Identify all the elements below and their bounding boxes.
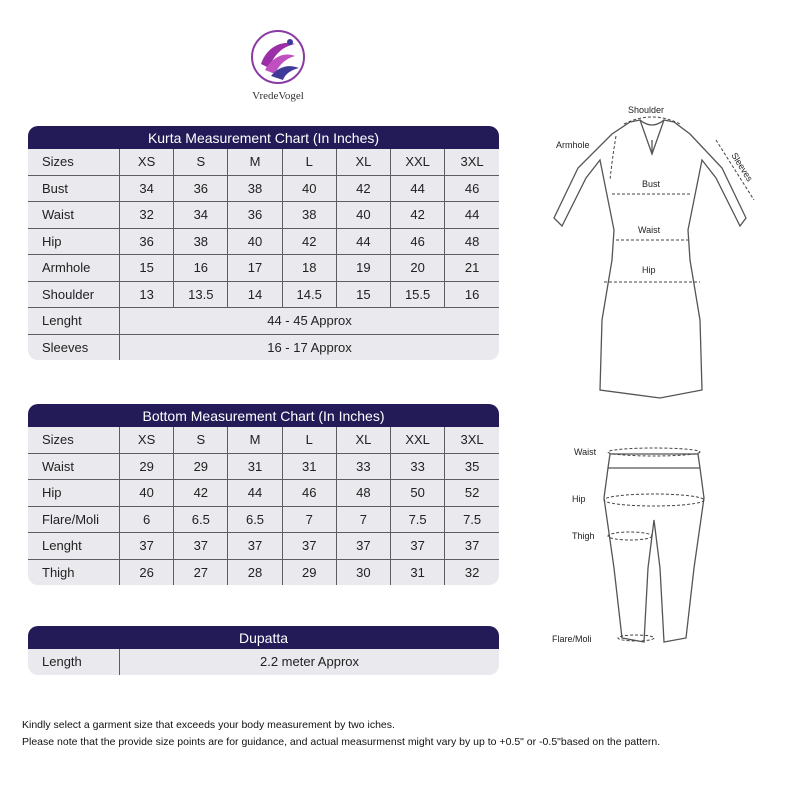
table-cell: 38 [282, 202, 336, 229]
bottom-table [28, 427, 499, 585]
table-row [28, 202, 499, 229]
table-cell: L [282, 427, 336, 453]
table-cell: 21 [445, 255, 499, 282]
bird-logo-icon [249, 28, 307, 86]
table-cell: 40 [282, 175, 336, 202]
table-cell: 37 [445, 533, 499, 560]
table-cell: 29 [174, 453, 228, 480]
table-cell: 37 [174, 533, 228, 560]
table-cell: 29 [120, 453, 174, 480]
table-cell: 37 [282, 533, 336, 560]
table-cell: 36 [120, 228, 174, 255]
dupatta-table [28, 649, 499, 675]
table-cell: 44 [228, 480, 282, 507]
table-cell: 7.5 [391, 506, 445, 533]
kurta-table [28, 149, 499, 360]
table-cell: 13.5 [174, 281, 228, 308]
table-cell: 35 [445, 453, 499, 480]
table-cell: 32 [120, 202, 174, 229]
table-cell: 18 [282, 255, 336, 282]
table-cell: 7.5 [445, 506, 499, 533]
table-cell: XL [336, 427, 390, 453]
span-cell: 2.2 meter Approx [120, 649, 500, 675]
table-cell: 37 [336, 533, 390, 560]
table-cell: 15 [120, 255, 174, 282]
bottom-chart-title: Bottom Measurement Chart (In Inches) [28, 404, 499, 427]
waist-label: Waist [638, 225, 661, 235]
table-cell: 3XL [445, 149, 499, 175]
row-label: Sizes [28, 427, 120, 453]
table-cell: 34 [120, 175, 174, 202]
table-row [28, 228, 499, 255]
table-cell: 42 [282, 228, 336, 255]
table-cell: 6 [120, 506, 174, 533]
note-line-1: Kindly select a garment size that exceeds your body measurement by two iches. [22, 719, 395, 731]
table-cell: 37 [391, 533, 445, 560]
row-label: Lenght [28, 308, 120, 335]
table-cell: 46 [391, 228, 445, 255]
table-cell: 46 [282, 480, 336, 507]
table-cell: 36 [228, 202, 282, 229]
table-row [28, 480, 499, 507]
table-cell: 28 [228, 559, 282, 585]
table-row [28, 175, 499, 202]
row-label: Armhole [28, 255, 120, 282]
bottom-flare-label: Flare/Moli [552, 634, 592, 644]
table-cell: 16 [445, 281, 499, 308]
table-cell: 42 [336, 175, 390, 202]
bottom-thigh-label: Thigh [572, 531, 595, 541]
kurta-chart [28, 126, 499, 360]
table-cell: 33 [336, 453, 390, 480]
bottom-hip-label: Hip [572, 494, 586, 504]
dupatta-chart [28, 626, 499, 675]
table-row [28, 453, 499, 480]
kurta-diagram [540, 100, 780, 410]
bottom-diagram [540, 438, 770, 658]
table-cell: 7 [282, 506, 336, 533]
table-cell: 26 [120, 559, 174, 585]
table-row [28, 427, 499, 453]
table-cell: 42 [391, 202, 445, 229]
size-notes [22, 717, 660, 751]
row-label: Waist [28, 453, 120, 480]
sleeves-label: Sleeves [729, 150, 755, 184]
table-row [28, 334, 499, 360]
row-label: Shoulder [28, 281, 120, 308]
table-cell: 34 [174, 202, 228, 229]
bottom-chart [28, 404, 499, 585]
table-cell: 6.5 [228, 506, 282, 533]
bust-label: Bust [642, 179, 661, 189]
table-cell: 17 [228, 255, 282, 282]
table-cell: XXL [391, 427, 445, 453]
table-cell: 33 [391, 453, 445, 480]
brand-name: VredeVogel [252, 90, 304, 102]
row-label: Hip [28, 480, 120, 507]
table-cell: 20 [391, 255, 445, 282]
table-cell: 48 [336, 480, 390, 507]
table-cell: 38 [174, 228, 228, 255]
table-cell: 52 [445, 480, 499, 507]
table-row [28, 649, 499, 675]
table-row [28, 533, 499, 560]
shoulder-label: Shoulder [628, 105, 665, 115]
span-cell: 16 - 17 Approx [120, 334, 500, 360]
row-label: Length [28, 649, 120, 675]
table-cell: XS [120, 427, 174, 453]
table-row [28, 559, 499, 585]
note-line-2: Please note that the provide size points are for guidance, and actual measurmenst might vary by up to +0.5" or -0.5"based on the pattern. [22, 736, 661, 748]
table-row [28, 255, 499, 282]
table-cell: 44 [445, 202, 499, 229]
hip-label: Hip [642, 265, 656, 275]
table-cell: 15 [336, 281, 390, 308]
table-cell: 38 [228, 175, 282, 202]
row-label: Bust [28, 175, 120, 202]
table-cell: XS [120, 149, 174, 175]
table-cell: 31 [282, 453, 336, 480]
table-cell: XL [336, 149, 390, 175]
row-label: Flare/Moli [28, 506, 120, 533]
table-cell: 6.5 [174, 506, 228, 533]
table-cell: M [228, 149, 282, 175]
table-cell: 27 [174, 559, 228, 585]
table-cell: 44 [391, 175, 445, 202]
table-cell: L [282, 149, 336, 175]
table-cell: 29 [282, 559, 336, 585]
row-label: Hip [28, 228, 120, 255]
table-cell: 19 [336, 255, 390, 282]
row-label: Sizes [28, 149, 120, 175]
table-cell: 40 [228, 228, 282, 255]
row-label: Thigh [28, 559, 120, 585]
row-label: Sleeves [28, 334, 120, 360]
armhole-label: Armhole [556, 140, 590, 150]
table-cell: 32 [445, 559, 499, 585]
span-cell: 44 - 45 Approx [120, 308, 500, 335]
table-cell: S [174, 427, 228, 453]
table-cell: 15.5 [391, 281, 445, 308]
table-row [28, 308, 499, 335]
table-cell: 37 [228, 533, 282, 560]
table-cell: 48 [445, 228, 499, 255]
table-cell: XXL [391, 149, 445, 175]
table-cell: 31 [228, 453, 282, 480]
table-cell: 37 [120, 533, 174, 560]
kurta-chart-title: Kurta Measurement Chart (In Inches) [28, 126, 499, 149]
table-cell: 31 [391, 559, 445, 585]
table-cell: 3XL [445, 427, 499, 453]
table-cell: 40 [120, 480, 174, 507]
table-row [28, 506, 499, 533]
table-row [28, 281, 499, 308]
table-cell: 14 [228, 281, 282, 308]
table-cell: S [174, 149, 228, 175]
table-cell: M [228, 427, 282, 453]
table-row [28, 149, 499, 175]
row-label: Waist [28, 202, 120, 229]
table-cell: 7 [336, 506, 390, 533]
table-cell: 13 [120, 281, 174, 308]
brand-logo [236, 28, 320, 102]
bottom-waist-label: Waist [574, 447, 597, 457]
table-cell: 42 [174, 480, 228, 507]
row-label: Lenght [28, 533, 120, 560]
table-cell: 40 [336, 202, 390, 229]
table-cell: 50 [391, 480, 445, 507]
table-cell: 36 [174, 175, 228, 202]
table-cell: 46 [445, 175, 499, 202]
table-cell: 16 [174, 255, 228, 282]
dupatta-chart-title: Dupatta [28, 626, 499, 649]
table-cell: 30 [336, 559, 390, 585]
table-cell: 14.5 [282, 281, 336, 308]
pants-outline-icon [540, 438, 770, 658]
table-cell: 44 [336, 228, 390, 255]
